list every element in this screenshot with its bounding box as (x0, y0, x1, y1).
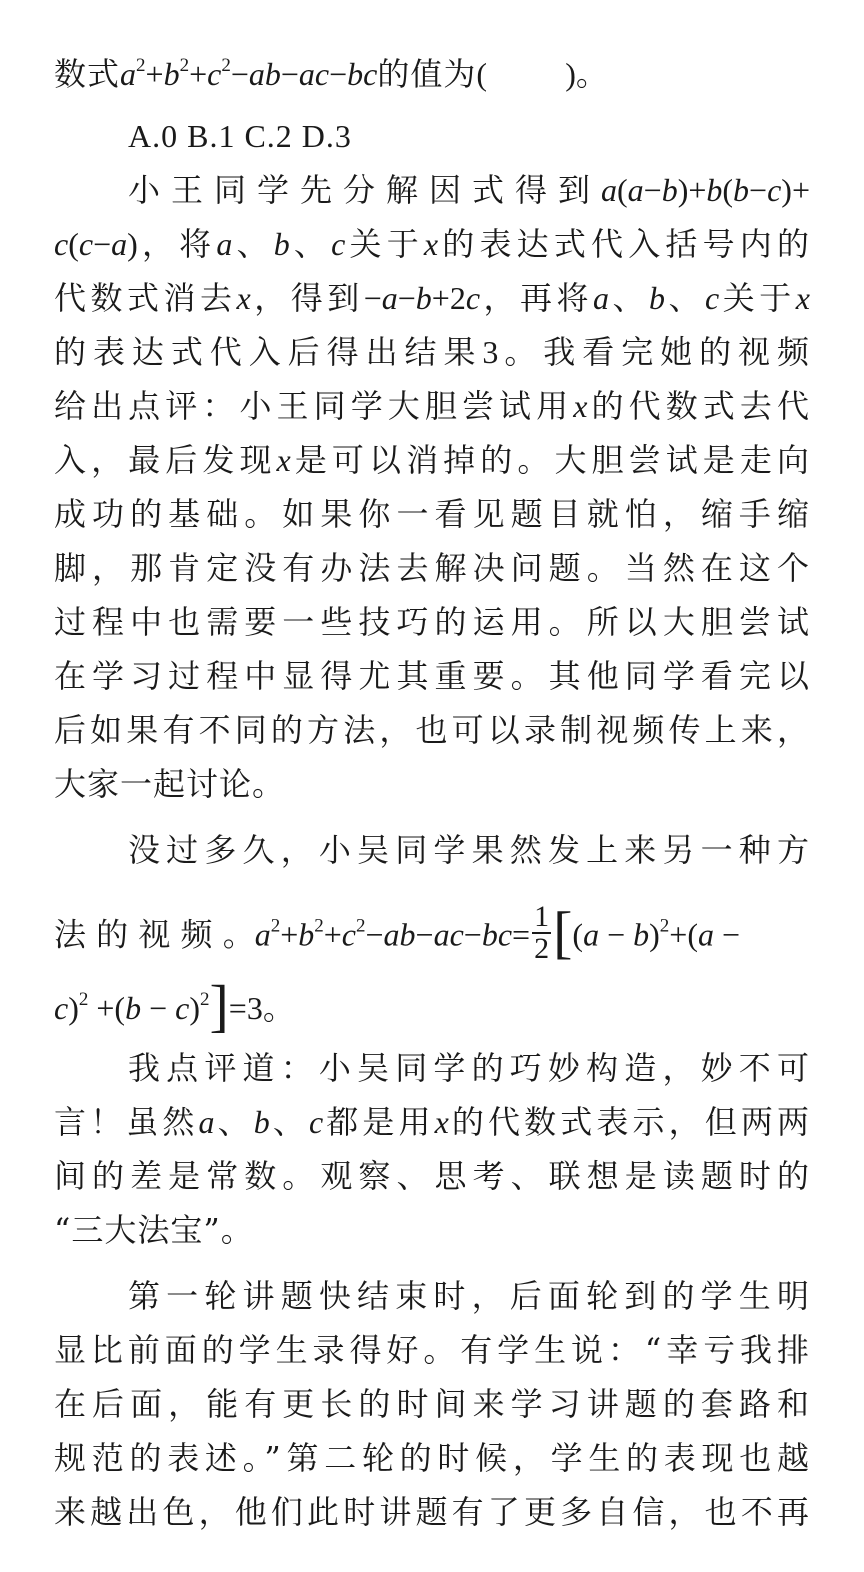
formula-line: 法 的 视 频 。$a^2+b^2+c^2-ab-ac-bc=$ $\frac{1}{2}$ [$(a - b)^2+(a$ − (54, 899, 741, 965)
text-line: c(c−a)，将a、b、c关于x的表达式代入括号内的 (54, 225, 810, 263)
text-line: 小王同学先分解因式得到a(a−b)+b(b−c)+ (128, 171, 810, 209)
text-line: 间的差是常数。观察、思考、联想是读题时的 (54, 1157, 810, 1195)
text-line: 在学习过程中显得尤其重要。其他同学看完以 (54, 657, 810, 695)
text-line: 过程中也需要一些技巧的运用。所以大胆尝试 (54, 603, 810, 641)
text-line: 没过多久，小吴同学果然发上来另一种方 (128, 831, 810, 869)
text-line: 入，最后发现x是可以消掉的。大胆尝试是走向 (54, 441, 810, 479)
text-line: 来越出色，他们此时讲题有了更多自信，也不再 (54, 1493, 810, 1531)
text-line: 成功的基础。如果你一看见题目就怕，缩手缩 (54, 495, 810, 533)
fraction-one-half: $\frac{1}{2}$ (534, 900, 550, 965)
formula-line: $c)^2 +(b - c)^2]=3$。 (54, 973, 295, 1038)
text-line: 规范的表述。”第二轮的时候，学生的表现也越 (54, 1439, 810, 1477)
answer-options: A.0 B.1 C.2 D.3 (128, 118, 352, 154)
text-line: 代数式消去x，得到−a−b+2c，再将a、b、c关于x (54, 279, 810, 317)
text-line: 大家一起讨论。 (54, 765, 286, 803)
text-line: 显比前面的学生录得好。有学生说：“幸亏我排 (54, 1331, 810, 1369)
text-line: 的表达式代入后得出结果3。我看完她的视频 (54, 333, 810, 371)
text-line: 第一轮讲题快结束时，后面轮到的学生明 (128, 1277, 810, 1315)
text-line: 数式$a^2+b^2+c^2-ab-ac-bc$的值为( )。 (54, 55, 609, 93)
text-line: 我点评道：小吴同学的巧妙构造，妙不可 (128, 1049, 810, 1087)
text-line: 后如果有不同的方法，也可以录制视频传上来， (54, 711, 810, 749)
text-line: 脚，那肯定没有办法去解决问题。当然在这个 (54, 549, 810, 587)
text-line: 在后面，能有更长的时间来学习讲题的套路和 (54, 1385, 810, 1423)
text-line: “三大法宝”。 (54, 1211, 254, 1249)
text-line: 言！虽然a、b、c都是用x的代数式表示，但两两 (54, 1103, 810, 1141)
text-line: 给出点评：小王同学大胆尝试用x的代数式去代 (54, 387, 810, 425)
